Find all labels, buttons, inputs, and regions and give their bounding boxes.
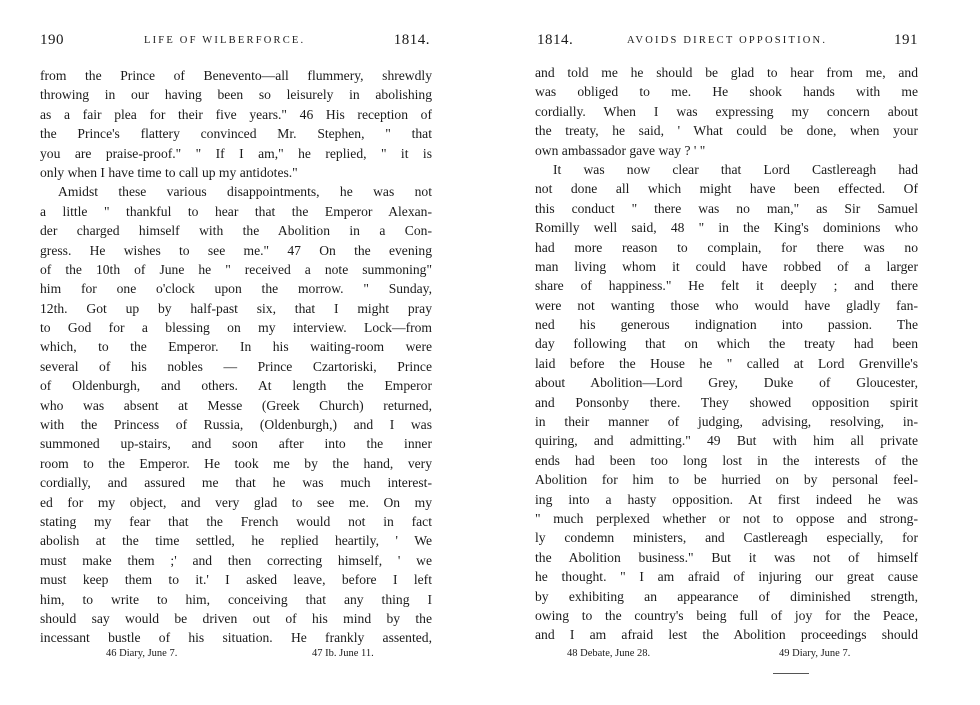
left-page bbox=[40, 0, 432, 705]
footnote: 49 Diary, June 7. bbox=[779, 648, 851, 659]
right-page-header bbox=[535, 32, 918, 54]
footnote: 48 Debate, June 28. bbox=[567, 648, 651, 659]
left-footnotes bbox=[40, 648, 432, 664]
text-line: the Abolition business." But it was not of himself bbox=[535, 549, 918, 565]
text-line: cordially, and assured me that he was much interest- bbox=[40, 475, 432, 491]
text-line: he thought. " I am afraid of injuring our great cause bbox=[535, 569, 918, 585]
text-line: him for one o'clock upon the morrow. " Sunday, bbox=[40, 281, 432, 297]
text-line: ed for my object, and very glad to see me. On my bbox=[40, 494, 432, 510]
text-line: der charged himself with the Abolition in a Con- bbox=[40, 223, 432, 239]
text-line: abolish at the time settled, he replied heartily, ' We bbox=[40, 533, 432, 549]
text-line: must make them ;' and then correcting himself, ' we bbox=[40, 552, 432, 568]
text-line: as a fair plea for their five years." 46 His reception of bbox=[40, 106, 432, 122]
text-line: " much perplexed whether or not to oppose and strong- bbox=[535, 510, 918, 526]
text-line: him, to write to him, conceiving that any thing I bbox=[40, 591, 432, 607]
left-page-text bbox=[40, 66, 432, 648]
text-line: Amidst these various disappointments, he was not bbox=[58, 184, 432, 200]
right-footnotes bbox=[535, 648, 918, 664]
text-line: by exhibiting an appearance of diminished strength, bbox=[535, 588, 918, 604]
text-line: not done all which might have been effected. Of bbox=[535, 181, 918, 197]
text-line: and told me he should be glad to hear from me, and bbox=[535, 65, 918, 80]
text-line: ing into a hasty opposition. At first indeed he was bbox=[535, 491, 918, 507]
text-line: stating my fear that the French would not in fact bbox=[40, 513, 432, 529]
text-line: were not wanting those who would have gladly fan- bbox=[535, 297, 918, 313]
text-line: which, to the Emperor. In his waiting-room were bbox=[40, 339, 432, 355]
text-line: own ambassador gave way ? ' " bbox=[535, 142, 706, 158]
text-line: It was now clear that Lord Castlereagh had bbox=[553, 161, 918, 177]
left-page-number: 190 bbox=[40, 32, 64, 48]
right-header-year: 1814. bbox=[537, 32, 574, 48]
text-line: in their manner of judging, advising, resolving, in- bbox=[535, 414, 918, 430]
text-line: ends had been too long lost in the interests of the bbox=[535, 452, 918, 468]
text-line: laid before the House he " called at Lord Grenville's bbox=[535, 355, 918, 371]
text-line: must keep them to it.' I asked leave, before I left bbox=[40, 572, 432, 588]
text-line: quiring, and admitting." 49 But with him all private bbox=[535, 433, 918, 449]
text-line: and I am afraid lest the Abolition proceedings should bbox=[535, 627, 918, 643]
text-line: about Abolition—Lord Grey, Duke of Gloucester, bbox=[535, 375, 918, 391]
text-line: incessant bustle of his situation. He frankly assented, bbox=[40, 630, 432, 646]
text-line: only when I have time to call up my antidotes." bbox=[40, 164, 298, 180]
text-line: this conduct " there was no man," as Sir Samuel bbox=[535, 200, 918, 216]
text-line: had more reason to complain, for there was no bbox=[535, 239, 918, 255]
text-line: of Oldenburgh, and others. At length the Emperor bbox=[40, 378, 432, 394]
text-line: summoned up-stairs, and soon after into the inner bbox=[40, 436, 432, 452]
footnote: 47 Ib. June 11. bbox=[312, 648, 374, 659]
text-line: ly condemn ministers, and Castlereagh especially, for bbox=[535, 530, 918, 546]
right-page-number: 191 bbox=[894, 32, 918, 48]
text-line: a little " thankful to hear that the Emperor Alexan- bbox=[40, 203, 432, 219]
left-running-title: LIFE OF WILBERFORCE. bbox=[144, 35, 306, 46]
text-line: of the 10th of June he " received a note summoning" bbox=[40, 261, 432, 277]
text-line: 12th. Got up by half-past six, that I might pray bbox=[40, 300, 432, 316]
footnote: 46 Diary, June 7. bbox=[106, 648, 178, 659]
text-line: should say would be driven out of his mind by the bbox=[40, 610, 432, 626]
print-mark bbox=[773, 673, 809, 674]
text-line: gress. He wishes to see me." 47 On the evening bbox=[40, 242, 432, 258]
text-line: was obliged to me. He shook hands with me bbox=[535, 84, 918, 100]
text-line: throwing in our having been so leisurely in abolishing bbox=[40, 87, 432, 103]
text-line: room to the Emperor. He took me by the hand, very bbox=[40, 455, 432, 471]
right-running-title: AVOIDS DIRECT OPPOSITION. bbox=[627, 35, 828, 46]
left-page-header bbox=[40, 32, 432, 54]
right-page bbox=[535, 0, 918, 705]
text-line: man living whom it could have robbed of a larger bbox=[535, 258, 918, 274]
text-line: several of his nobles — Prince Czartoriski, Prince bbox=[40, 358, 432, 374]
text-line: owing to the country's being full of joy for the Peace, bbox=[535, 607, 918, 623]
right-page-text bbox=[535, 63, 918, 645]
text-line: who was absent at Messe (Greek Church) returned, bbox=[40, 397, 432, 413]
text-line: to God for a blessing on my interview. Lock—from bbox=[40, 320, 432, 336]
text-line: the treaty, he said, ' What could be done, when your bbox=[535, 123, 918, 139]
text-line: from the Prince of Benevento—all flummery, shrewdly bbox=[40, 68, 432, 83]
text-line: share of happiness." He felt it deeply ; and there bbox=[535, 278, 918, 294]
text-line: ned his generous indignation into passion. The bbox=[535, 317, 918, 333]
text-line: day following that on which the treaty had been bbox=[535, 336, 918, 352]
left-header-year: 1814. bbox=[393, 32, 430, 48]
text-line: the Prince's flattery convinced Mr. Stephen, " that bbox=[40, 126, 432, 142]
text-line: Abolition for him to be hurried on by personal feel- bbox=[535, 472, 918, 488]
text-line: with the Princess of Russia, (Oldenburgh,) and I was bbox=[40, 417, 432, 433]
text-line: and Ponsonby there. They showed opposition spirit bbox=[535, 394, 918, 410]
text-line: Romilly well said, 48 " in the King's dominions who bbox=[535, 220, 918, 236]
text-line: you are praise-proof." " If I am," he replied, " it is bbox=[40, 145, 432, 161]
text-line: cordially. When I was expressing my concern about bbox=[535, 103, 918, 119]
